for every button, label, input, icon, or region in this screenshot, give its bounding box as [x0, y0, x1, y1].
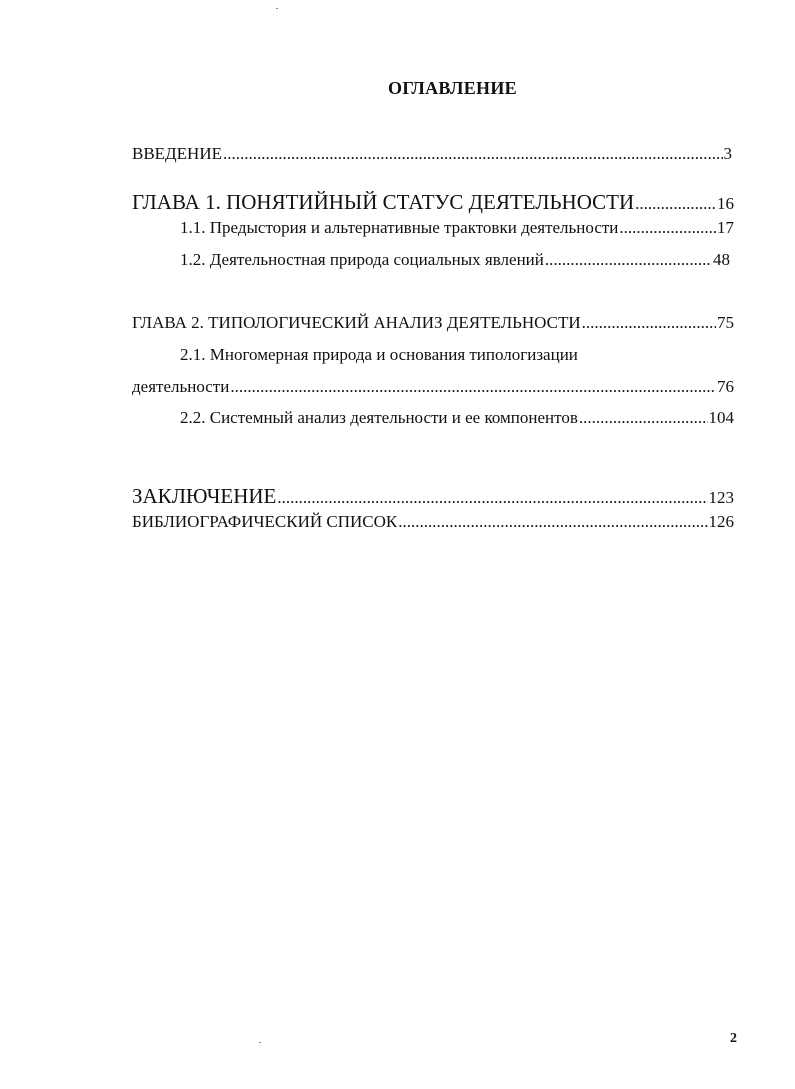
toc-leader-dots — [230, 377, 716, 397]
toc-entry-page: 17 — [717, 218, 734, 237]
toc-entry-section-2-1 — [132, 377, 734, 397]
toc-entry-label: ГЛАВА 1. ПОНЯТИЙНЫЙ СТАТУС ДЕЯТЕЛЬНОСТИ — [132, 190, 635, 214]
toc-leader-dots — [223, 144, 723, 164]
toc-entry-section-1-1 — [180, 218, 734, 238]
toc-entry-page: 123 — [708, 488, 734, 507]
toc-entry-label: ВВЕДЕНИЕ — [132, 144, 222, 163]
toc-entry-label: ГЛАВА 2. ТИПОЛОГИЧЕСКИЙ АНАЛИЗ ДЕЯТЕЛЬНОСТИ — [132, 313, 581, 332]
toc-leader-dots — [398, 512, 707, 532]
scan-speck — [259, 1042, 261, 1043]
toc-entry-label: БИБЛИОГРАФИЧЕСКИЙ СПИСОК — [132, 512, 398, 531]
toc-entry-section-1-2 — [180, 250, 730, 270]
toc-entry-label: ЗАКЛЮЧЕНИЕ — [132, 484, 277, 508]
toc-entry-page: 126 — [708, 512, 734, 531]
toc-entry-section-2-1-line1: 2.1. Многомерная природа и основания типологизации — [180, 345, 578, 364]
toc-leader-dots — [619, 218, 716, 238]
toc-entry-label: 1.2. Деятельностная природа социальных явлений — [180, 250, 544, 269]
page-number: 2 — [730, 1031, 737, 1046]
scan-speck — [276, 8, 278, 9]
toc-entry-label: деятельности — [132, 377, 230, 396]
toc-title: ОГЛАВЛЕНИЕ — [388, 78, 517, 98]
toc-entry-page: 75 — [717, 313, 734, 332]
toc-entry-page: 16 — [717, 194, 734, 213]
toc-entry-page: 3 — [723, 144, 732, 163]
toc-leader-dots — [545, 250, 712, 270]
toc-entry-section-2-2 — [180, 408, 734, 428]
toc-entry-chapter-1 — [132, 190, 734, 215]
toc-entry-chapter-2 — [132, 313, 734, 333]
toc-entry-intro — [132, 144, 732, 164]
toc-leader-dots — [582, 313, 716, 333]
toc-entry-label: 2.2. Системный анализ деятельности и ее компонентов — [180, 408, 578, 427]
toc-entry-page: 76 — [717, 377, 734, 396]
toc-entry-page: 48 — [713, 250, 730, 269]
toc-leader-dots — [277, 488, 707, 508]
toc-entry-bibliography — [132, 512, 734, 532]
toc-leader-dots — [635, 194, 716, 214]
toc-leader-dots — [579, 408, 708, 428]
toc-entry-conclusion — [132, 484, 734, 509]
toc-entry-label: 1.1. Предыстория и альтернативные трактовки деятельности — [180, 218, 619, 237]
toc-entry-page: 104 — [708, 408, 734, 427]
